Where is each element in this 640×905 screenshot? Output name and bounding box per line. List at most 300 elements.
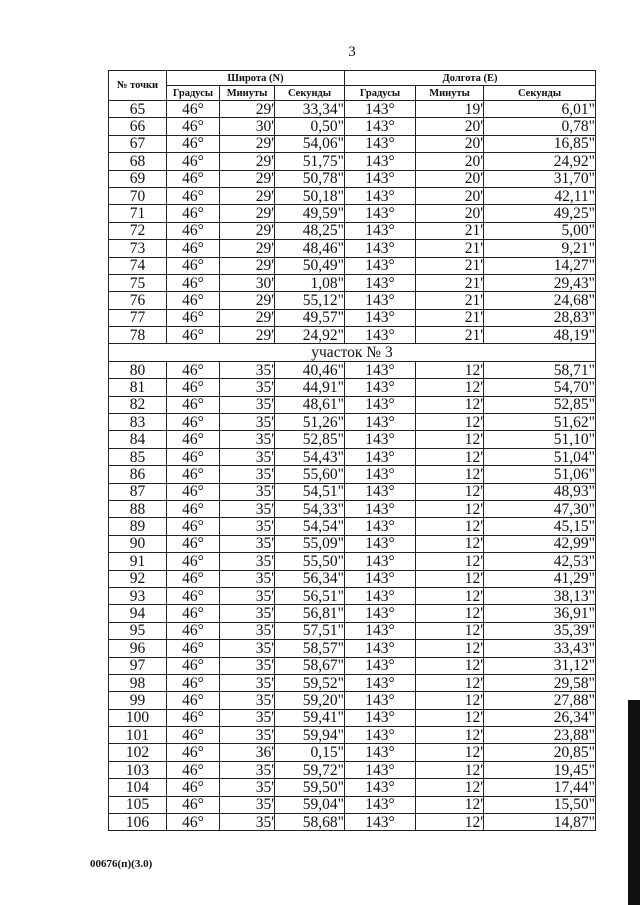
lon-minutes-cell: 12' — [416, 379, 484, 396]
lat-minutes-cell: 35' — [220, 727, 275, 744]
lat-degrees-cell: 46° — [167, 500, 220, 517]
point-number-cell: 102 — [109, 744, 167, 761]
section-label: участок № 3 — [109, 344, 596, 361]
lon-degrees-cell: 143° — [345, 535, 416, 552]
lat-seconds-cell: 54,43" — [275, 448, 345, 465]
lat-degrees-cell: 46° — [167, 135, 220, 152]
table-row — [109, 309, 596, 326]
header-longitude: Долгота (E) — [345, 71, 596, 86]
lon-seconds-cell: 58,71" — [484, 361, 596, 378]
lon-seconds-cell: 16,85" — [484, 135, 596, 152]
lon-degrees-cell: 143° — [345, 709, 416, 726]
lon-minutes-cell: 12' — [416, 657, 484, 674]
lat-minutes-cell: 29' — [220, 135, 275, 152]
lon-degrees-cell: 143° — [345, 205, 416, 222]
lon-seconds-cell: 31,12" — [484, 657, 596, 674]
lon-degrees-cell: 143° — [345, 414, 416, 431]
header-lat-degrees: Градусы — [167, 86, 220, 101]
lon-degrees-cell: 143° — [345, 118, 416, 135]
lat-minutes-cell: 30' — [220, 118, 275, 135]
lon-minutes-cell: 20' — [416, 118, 484, 135]
header-lon-seconds: Секунды — [484, 86, 596, 101]
lon-seconds-cell: 14,27" — [484, 257, 596, 274]
point-number-cell: 73 — [109, 240, 167, 257]
lon-seconds-cell: 48,93" — [484, 483, 596, 500]
point-number-cell: 70 — [109, 187, 167, 204]
lon-seconds-cell: 0,78" — [484, 118, 596, 135]
header-lat-seconds: Секунды — [275, 86, 345, 101]
lon-minutes-cell: 21' — [416, 327, 484, 344]
lon-degrees-cell: 143° — [345, 570, 416, 587]
lon-degrees-cell: 143° — [345, 309, 416, 326]
header-lon-degrees: Градусы — [345, 86, 416, 101]
lat-seconds-cell: 59,72" — [275, 761, 345, 778]
lat-degrees-cell: 46° — [167, 205, 220, 222]
lat-seconds-cell: 0,50" — [275, 118, 345, 135]
lat-seconds-cell: 59,41" — [275, 709, 345, 726]
lon-minutes-cell: 20' — [416, 187, 484, 204]
lat-degrees-cell: 46° — [167, 640, 220, 657]
lon-degrees-cell: 143° — [345, 240, 416, 257]
lon-minutes-cell: 12' — [416, 709, 484, 726]
lat-minutes-cell: 35' — [220, 535, 275, 552]
lon-minutes-cell: 12' — [416, 466, 484, 483]
table-row — [109, 570, 596, 587]
lon-seconds-cell: 9,21" — [484, 240, 596, 257]
lat-seconds-cell: 55,12" — [275, 292, 345, 309]
lon-seconds-cell: 42,53" — [484, 553, 596, 570]
table-row — [109, 327, 596, 344]
lon-degrees-cell: 143° — [345, 448, 416, 465]
table-row — [109, 727, 596, 744]
point-number-cell: 94 — [109, 605, 167, 622]
lat-minutes-cell: 30' — [220, 274, 275, 291]
lat-seconds-cell: 52,85" — [275, 431, 345, 448]
lon-minutes-cell: 12' — [416, 814, 484, 831]
lat-degrees-cell: 46° — [167, 570, 220, 587]
lat-degrees-cell: 46° — [167, 727, 220, 744]
lon-seconds-cell: 31,70" — [484, 170, 596, 187]
lon-minutes-cell: 12' — [416, 587, 484, 604]
lon-degrees-cell: 143° — [345, 466, 416, 483]
lat-minutes-cell: 29' — [220, 170, 275, 187]
lat-seconds-cell: 49,57" — [275, 309, 345, 326]
table-row — [109, 692, 596, 709]
lat-degrees-cell: 46° — [167, 674, 220, 691]
table-row — [109, 292, 596, 309]
lon-seconds-cell: 54,70" — [484, 379, 596, 396]
lon-minutes-cell: 12' — [416, 396, 484, 413]
lat-minutes-cell: 35' — [220, 414, 275, 431]
lat-minutes-cell: 29' — [220, 240, 275, 257]
lat-seconds-cell: 48,61" — [275, 396, 345, 413]
table-row — [109, 674, 596, 691]
point-number-cell: 95 — [109, 622, 167, 639]
lat-degrees-cell: 46° — [167, 814, 220, 831]
point-number-cell: 86 — [109, 466, 167, 483]
table-row — [109, 361, 596, 378]
lat-seconds-cell: 24,92" — [275, 327, 345, 344]
lat-seconds-cell: 50,18" — [275, 187, 345, 204]
lon-seconds-cell: 29,58" — [484, 674, 596, 691]
lat-seconds-cell: 55,50" — [275, 553, 345, 570]
lon-minutes-cell: 12' — [416, 361, 484, 378]
lon-seconds-cell: 27,88" — [484, 692, 596, 709]
lat-minutes-cell: 35' — [220, 396, 275, 413]
point-number-cell: 83 — [109, 414, 167, 431]
lon-minutes-cell: 12' — [416, 431, 484, 448]
lat-seconds-cell: 51,75" — [275, 153, 345, 170]
lon-degrees-cell: 143° — [345, 396, 416, 413]
header-lat-minutes: Минуты — [220, 86, 275, 101]
lon-minutes-cell: 20' — [416, 205, 484, 222]
lon-minutes-cell: 19' — [416, 101, 484, 118]
lat-seconds-cell: 54,33" — [275, 500, 345, 517]
lat-seconds-cell: 0,15" — [275, 744, 345, 761]
table-row — [109, 205, 596, 222]
lon-minutes-cell: 12' — [416, 535, 484, 552]
table-row — [109, 657, 596, 674]
section-row — [109, 344, 596, 361]
lon-seconds-cell: 19,45" — [484, 761, 596, 778]
lon-minutes-cell: 21' — [416, 222, 484, 239]
lat-degrees-cell: 46° — [167, 240, 220, 257]
lon-degrees-cell: 143° — [345, 518, 416, 535]
lat-seconds-cell: 48,25" — [275, 222, 345, 239]
lon-seconds-cell: 14,87" — [484, 814, 596, 831]
document-code: 00676(п)(3.0) — [90, 858, 153, 870]
lat-minutes-cell: 29' — [220, 327, 275, 344]
point-number-cell: 80 — [109, 361, 167, 378]
table-row — [109, 814, 596, 831]
lon-degrees-cell: 143° — [345, 222, 416, 239]
lon-degrees-cell: 143° — [345, 761, 416, 778]
lon-degrees-cell: 143° — [345, 292, 416, 309]
lon-degrees-cell: 143° — [345, 779, 416, 796]
lon-degrees-cell: 143° — [345, 101, 416, 118]
lat-minutes-cell: 29' — [220, 187, 275, 204]
lat-minutes-cell: 35' — [220, 570, 275, 587]
lat-minutes-cell: 35' — [220, 605, 275, 622]
lon-minutes-cell: 20' — [416, 153, 484, 170]
lat-minutes-cell: 35' — [220, 483, 275, 500]
page-number: 3 — [348, 44, 356, 60]
lat-seconds-cell: 56,81" — [275, 605, 345, 622]
table-row — [109, 535, 596, 552]
lat-seconds-cell: 59,50" — [275, 779, 345, 796]
point-number-cell: 100 — [109, 709, 167, 726]
lat-degrees-cell: 46° — [167, 222, 220, 239]
lat-minutes-cell: 35' — [220, 761, 275, 778]
lat-degrees-cell: 46° — [167, 744, 220, 761]
lon-minutes-cell: 12' — [416, 570, 484, 587]
lat-minutes-cell: 35' — [220, 518, 275, 535]
lat-seconds-cell: 59,20" — [275, 692, 345, 709]
lat-minutes-cell: 36' — [220, 744, 275, 761]
lat-minutes-cell: 35' — [220, 361, 275, 378]
lat-minutes-cell: 35' — [220, 796, 275, 813]
lat-degrees-cell: 46° — [167, 709, 220, 726]
point-number-cell: 65 — [109, 101, 167, 118]
point-number-cell: 68 — [109, 153, 167, 170]
table-row — [109, 483, 596, 500]
lon-degrees-cell: 143° — [345, 135, 416, 152]
lat-seconds-cell: 58,68" — [275, 814, 345, 831]
lon-degrees-cell: 143° — [345, 483, 416, 500]
table-row — [109, 796, 596, 813]
lon-degrees-cell: 143° — [345, 587, 416, 604]
lon-degrees-cell: 143° — [345, 640, 416, 657]
table-row — [109, 709, 596, 726]
lat-degrees-cell: 46° — [167, 605, 220, 622]
point-number-cell: 71 — [109, 205, 167, 222]
lat-degrees-cell: 46° — [167, 657, 220, 674]
lat-seconds-cell: 59,94" — [275, 727, 345, 744]
point-number-cell: 82 — [109, 396, 167, 413]
lon-degrees-cell: 143° — [345, 187, 416, 204]
table-row — [109, 414, 596, 431]
table-row — [109, 605, 596, 622]
lat-degrees-cell: 46° — [167, 361, 220, 378]
lat-degrees-cell: 46° — [167, 587, 220, 604]
lat-seconds-cell: 55,60" — [275, 466, 345, 483]
point-number-cell: 66 — [109, 118, 167, 135]
point-number-cell: 78 — [109, 327, 167, 344]
point-number-cell: 69 — [109, 170, 167, 187]
lon-minutes-cell: 21' — [416, 274, 484, 291]
lat-degrees-cell: 46° — [167, 327, 220, 344]
header-latitude: Широта (N) — [167, 71, 345, 86]
lat-degrees-cell: 46° — [167, 466, 220, 483]
table-row — [109, 101, 596, 118]
lat-minutes-cell: 29' — [220, 153, 275, 170]
lon-seconds-cell: 6,01" — [484, 101, 596, 118]
table-row — [109, 170, 596, 187]
lon-degrees-cell: 143° — [345, 500, 416, 517]
lon-seconds-cell: 29,43" — [484, 274, 596, 291]
point-number-cell: 81 — [109, 379, 167, 396]
lon-seconds-cell: 51,04" — [484, 448, 596, 465]
lon-minutes-cell: 12' — [416, 483, 484, 500]
table-row — [109, 257, 596, 274]
header-point-number: № точки — [109, 71, 167, 101]
lon-degrees-cell: 143° — [345, 257, 416, 274]
point-number-cell: 99 — [109, 692, 167, 709]
lat-minutes-cell: 29' — [220, 222, 275, 239]
table-row — [109, 761, 596, 778]
lon-minutes-cell: 20' — [416, 170, 484, 187]
lon-seconds-cell: 38,13" — [484, 587, 596, 604]
lon-seconds-cell: 17,44" — [484, 779, 596, 796]
point-number-cell: 96 — [109, 640, 167, 657]
lat-minutes-cell: 35' — [220, 379, 275, 396]
point-number-cell: 72 — [109, 222, 167, 239]
table-row — [109, 431, 596, 448]
lat-seconds-cell: 58,67" — [275, 657, 345, 674]
lat-minutes-cell: 35' — [220, 674, 275, 691]
lon-minutes-cell: 12' — [416, 622, 484, 639]
lon-minutes-cell: 12' — [416, 779, 484, 796]
lon-seconds-cell: 45,15" — [484, 518, 596, 535]
lat-minutes-cell: 29' — [220, 257, 275, 274]
lon-degrees-cell: 143° — [345, 431, 416, 448]
lat-seconds-cell: 54,51" — [275, 483, 345, 500]
lon-degrees-cell: 143° — [345, 153, 416, 170]
point-number-cell: 74 — [109, 257, 167, 274]
table-row — [109, 187, 596, 204]
lat-degrees-cell: 46° — [167, 118, 220, 135]
point-number-cell: 97 — [109, 657, 167, 674]
lon-degrees-cell: 143° — [345, 622, 416, 639]
table-row — [109, 622, 596, 639]
lon-seconds-cell: 36,91" — [484, 605, 596, 622]
table-row — [109, 153, 596, 170]
point-number-cell: 84 — [109, 431, 167, 448]
lon-seconds-cell: 24,92" — [484, 153, 596, 170]
lat-minutes-cell: 35' — [220, 814, 275, 831]
point-number-cell: 85 — [109, 448, 167, 465]
lon-minutes-cell: 12' — [416, 692, 484, 709]
lat-degrees-cell: 46° — [167, 379, 220, 396]
table-row — [109, 518, 596, 535]
table-row — [109, 500, 596, 517]
lon-minutes-cell: 12' — [416, 674, 484, 691]
table-row — [109, 448, 596, 465]
lat-degrees-cell: 46° — [167, 101, 220, 118]
table-row — [109, 779, 596, 796]
header-lon-minutes: Минуты — [416, 86, 484, 101]
point-number-cell: 91 — [109, 553, 167, 570]
lon-degrees-cell: 143° — [345, 796, 416, 813]
lat-minutes-cell: 35' — [220, 587, 275, 604]
table-row — [109, 587, 596, 604]
lon-minutes-cell: 12' — [416, 727, 484, 744]
lon-degrees-cell: 143° — [345, 170, 416, 187]
lon-seconds-cell: 23,88" — [484, 727, 596, 744]
point-number-cell: 90 — [109, 535, 167, 552]
lon-seconds-cell: 42,11" — [484, 187, 596, 204]
lon-seconds-cell: 51,10" — [484, 431, 596, 448]
table-row — [109, 640, 596, 657]
lat-degrees-cell: 46° — [167, 187, 220, 204]
point-number-cell: 89 — [109, 518, 167, 535]
lat-minutes-cell: 35' — [220, 779, 275, 796]
lat-seconds-cell: 57,51" — [275, 622, 345, 639]
lon-degrees-cell: 143° — [345, 379, 416, 396]
scan-edge-mark — [628, 700, 640, 905]
lon-minutes-cell: 12' — [416, 761, 484, 778]
table-row — [109, 466, 596, 483]
lon-minutes-cell: 12' — [416, 414, 484, 431]
lon-minutes-cell: 12' — [416, 796, 484, 813]
lat-minutes-cell: 35' — [220, 709, 275, 726]
lat-degrees-cell: 46° — [167, 414, 220, 431]
lon-minutes-cell: 21' — [416, 292, 484, 309]
lat-minutes-cell: 35' — [220, 466, 275, 483]
lon-minutes-cell: 12' — [416, 448, 484, 465]
lon-seconds-cell: 51,62" — [484, 414, 596, 431]
table-row — [109, 118, 596, 135]
lat-degrees-cell: 46° — [167, 553, 220, 570]
lat-degrees-cell: 46° — [167, 309, 220, 326]
point-number-cell: 75 — [109, 274, 167, 291]
point-number-cell: 105 — [109, 796, 167, 813]
lon-degrees-cell: 143° — [345, 814, 416, 831]
lon-seconds-cell: 24,68" — [484, 292, 596, 309]
lon-minutes-cell: 12' — [416, 518, 484, 535]
table-body — [109, 101, 596, 831]
point-number-cell: 88 — [109, 500, 167, 517]
lat-degrees-cell: 46° — [167, 692, 220, 709]
coordinates-table — [108, 70, 596, 831]
lon-degrees-cell: 143° — [345, 657, 416, 674]
lon-seconds-cell: 48,19" — [484, 327, 596, 344]
lon-minutes-cell: 12' — [416, 500, 484, 517]
lat-degrees-cell: 46° — [167, 431, 220, 448]
lon-degrees-cell: 143° — [345, 605, 416, 622]
lat-minutes-cell: 35' — [220, 448, 275, 465]
lat-minutes-cell: 35' — [220, 640, 275, 657]
lat-degrees-cell: 46° — [167, 518, 220, 535]
lat-minutes-cell: 35' — [220, 657, 275, 674]
table-row — [109, 222, 596, 239]
table-row — [109, 135, 596, 152]
point-number-cell: 103 — [109, 761, 167, 778]
lat-minutes-cell: 35' — [220, 500, 275, 517]
point-number-cell: 92 — [109, 570, 167, 587]
lon-minutes-cell: 12' — [416, 553, 484, 570]
point-number-cell: 98 — [109, 674, 167, 691]
lat-seconds-cell: 50,78" — [275, 170, 345, 187]
lon-seconds-cell: 15,50" — [484, 796, 596, 813]
lat-minutes-cell: 29' — [220, 309, 275, 326]
lat-seconds-cell: 59,52" — [275, 674, 345, 691]
point-number-cell: 67 — [109, 135, 167, 152]
lat-seconds-cell: 51,26" — [275, 414, 345, 431]
lon-seconds-cell: 26,34" — [484, 709, 596, 726]
lat-degrees-cell: 46° — [167, 761, 220, 778]
lon-seconds-cell: 5,00" — [484, 222, 596, 239]
lat-degrees-cell: 46° — [167, 153, 220, 170]
lon-seconds-cell: 33,43" — [484, 640, 596, 657]
lon-seconds-cell: 51,06" — [484, 466, 596, 483]
lat-minutes-cell: 35' — [220, 553, 275, 570]
point-number-cell: 101 — [109, 727, 167, 744]
lat-seconds-cell: 54,06" — [275, 135, 345, 152]
point-number-cell: 77 — [109, 309, 167, 326]
lon-degrees-cell: 143° — [345, 274, 416, 291]
lat-seconds-cell: 48,46" — [275, 240, 345, 257]
lon-degrees-cell: 143° — [345, 327, 416, 344]
lon-seconds-cell: 49,25" — [484, 205, 596, 222]
lat-degrees-cell: 46° — [167, 274, 220, 291]
lon-seconds-cell: 20,85" — [484, 744, 596, 761]
lat-degrees-cell: 46° — [167, 448, 220, 465]
lon-minutes-cell: 20' — [416, 135, 484, 152]
lat-degrees-cell: 46° — [167, 535, 220, 552]
lat-minutes-cell: 29' — [220, 101, 275, 118]
lat-minutes-cell: 35' — [220, 692, 275, 709]
lat-degrees-cell: 46° — [167, 779, 220, 796]
lat-minutes-cell: 35' — [220, 431, 275, 448]
lat-degrees-cell: 46° — [167, 292, 220, 309]
lon-degrees-cell: 143° — [345, 361, 416, 378]
lon-minutes-cell: 12' — [416, 744, 484, 761]
lon-degrees-cell: 143° — [345, 553, 416, 570]
lat-seconds-cell: 50,49" — [275, 257, 345, 274]
lat-seconds-cell: 59,04" — [275, 796, 345, 813]
table-row — [109, 396, 596, 413]
